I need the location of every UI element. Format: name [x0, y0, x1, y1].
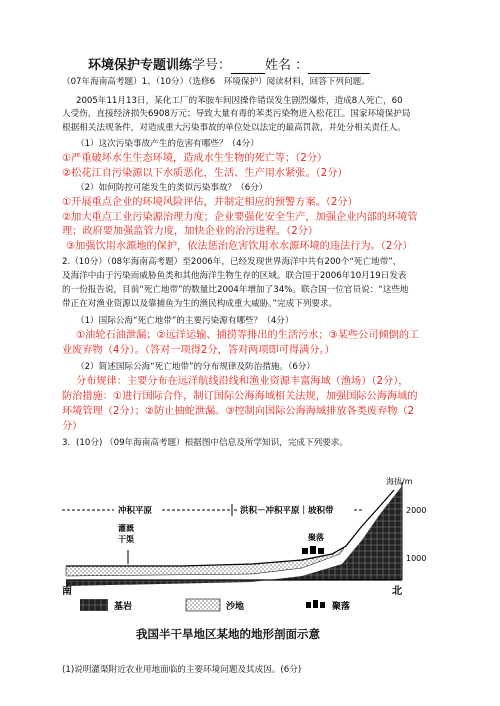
q2-answer: ①油轮石油泄漏；②远洋运输、捕捞等排出的生活污水；③某些公司倾倒的工	[76, 330, 420, 341]
y-tick: 2000	[406, 506, 427, 515]
q2-line: 及海洋中由于污染而威胁鱼类和其他海洋生物生存的区域。联合国于2006年10月19日发表	[62, 271, 407, 281]
legend-settlement-label: 聚落	[332, 602, 351, 612]
q1-answer: 理；政府要加强监管力度，加快企业的治污进程。（2分）	[62, 226, 319, 237]
q1-sub1: （1）这次污染事故产生的危害有哪些？（4分）	[76, 139, 259, 149]
q1-answer: ①严重破坏水生生态环境，造成水生生物的死亡等；（2分）	[62, 153, 328, 164]
q2-answer: 分）	[62, 421, 83, 432]
q1-material-line: 2005年11月13日，某化工厂的苯胺车间因操作错误发生剧烈爆炸，造成8人死亡，60	[76, 96, 403, 106]
q2-answer: 防治措施：①进行国际合作，制订国际公海海域相关法规，加强国际公海海域的	[62, 391, 418, 402]
legend-bedrock-label: 基岩	[114, 602, 133, 612]
page-title	[88, 54, 370, 74]
canal-label: 灌溉	[118, 524, 134, 533]
q2-line: 2.（10分）（08年海南高考题）至2006年，已经发现世界海洋中共有200个“死亡地带”，	[62, 257, 402, 267]
q2-line: 的一份报告说，目前“死亡地带”的数量比2004年增加了34%。联合国一位官员说：“这些地	[62, 285, 409, 295]
q2-sub2: （2）简述国际公海“死亡地带”的分布规律及防治措施。（6分）	[76, 362, 315, 372]
figure-caption: 我国半干旱地区某地的地形剖面示意	[136, 627, 320, 641]
q1-material-line: 人受伤，直接经济损失6908万元；导致大量有毒的苯类污染物进入松花江。国家环境保护局	[62, 109, 411, 119]
zone-label-left: 冲积平原	[118, 506, 153, 516]
terrain-profile-figure	[62, 476, 438, 618]
q1-answer: ③加强饮用水源地的保护，依法惩治危害饮用水水源环境的违法行为。（2分）	[66, 241, 413, 252]
zone-label-right: 洪积－冲积平原｜坡积带	[240, 506, 334, 516]
settlement-label: 聚落	[308, 533, 324, 542]
q2-line: 带正在对渔业资源以及靠捕鱼为生的渔民构成重大威胁。”完成下列要求。	[62, 299, 338, 309]
q1-answer: ②松花江自污染源以下水质恶化，生活、生产用水紧张。（2分）	[62, 168, 348, 179]
q2-answer: 业废弃物（4分）。（答对一项得2分，答对两项即可得满分。）	[62, 345, 335, 356]
legend-settlement-icon	[306, 600, 325, 608]
legend-sand-label: 沙地	[226, 602, 245, 612]
q2-answer: 环境管理（2分）；②防止抽蛇泄漏。③控制向国际公海海域排放各类废弃物（2	[62, 406, 415, 417]
south-label: 南	[62, 586, 72, 597]
title-text: 环境保护专题训练	[88, 58, 193, 73]
q1-answer: ②加大重点工业污染源治理力度；企业要强化安全生产，加强企业内部的环境管	[62, 212, 418, 223]
legend-bedrock-swatch	[80, 599, 108, 611]
q2-answer: 分布规律：主要分布在远洋航线沿线和渔业资源丰富海域（渔场）（2分），	[76, 376, 409, 387]
q3-intro: 3．(10分) （09年海南高考题）根据图中信息及所学知识，完成下列要求。	[62, 438, 348, 448]
canal-label: 干渠	[118, 535, 134, 544]
settlement-icon	[302, 546, 324, 554]
q2-sub1: （1）国际公海“死亡地带”的主要污染源有哪些？（4分）	[76, 316, 294, 326]
q1-answer: ①开展重点企业的环境风险评估，并制定相应的预警方案。（2分）	[62, 197, 358, 208]
y-tick: 1000	[406, 554, 427, 563]
q1-material-line: 根据相关法规条件，对造成重大污染事故的单位处以法定的最高罚款，并处分相关责任人。	[62, 123, 406, 133]
q3-sub1: (1)说明灌渠附近农业用地面临的主要环境问题及其成因。(6分)	[62, 665, 302, 675]
ground-surface	[66, 490, 394, 566]
name-field[interactable]	[308, 58, 370, 74]
ylabel: 海拔/m	[386, 477, 413, 486]
student-id-label: 学号：	[192, 58, 232, 73]
legend-sand-swatch	[186, 599, 220, 611]
name-label: 姓名 ：	[265, 58, 309, 73]
student-id-field[interactable]	[231, 58, 265, 74]
north-label: 北	[392, 586, 402, 597]
q1-sub2: （2）如何防控可能发生的类似污染事故？（6分）	[76, 183, 268, 193]
q1-intro: （07年海南高考题）1、（10分）（选修6 环境保护）阅读材料，回答下列问题。	[62, 77, 370, 87]
